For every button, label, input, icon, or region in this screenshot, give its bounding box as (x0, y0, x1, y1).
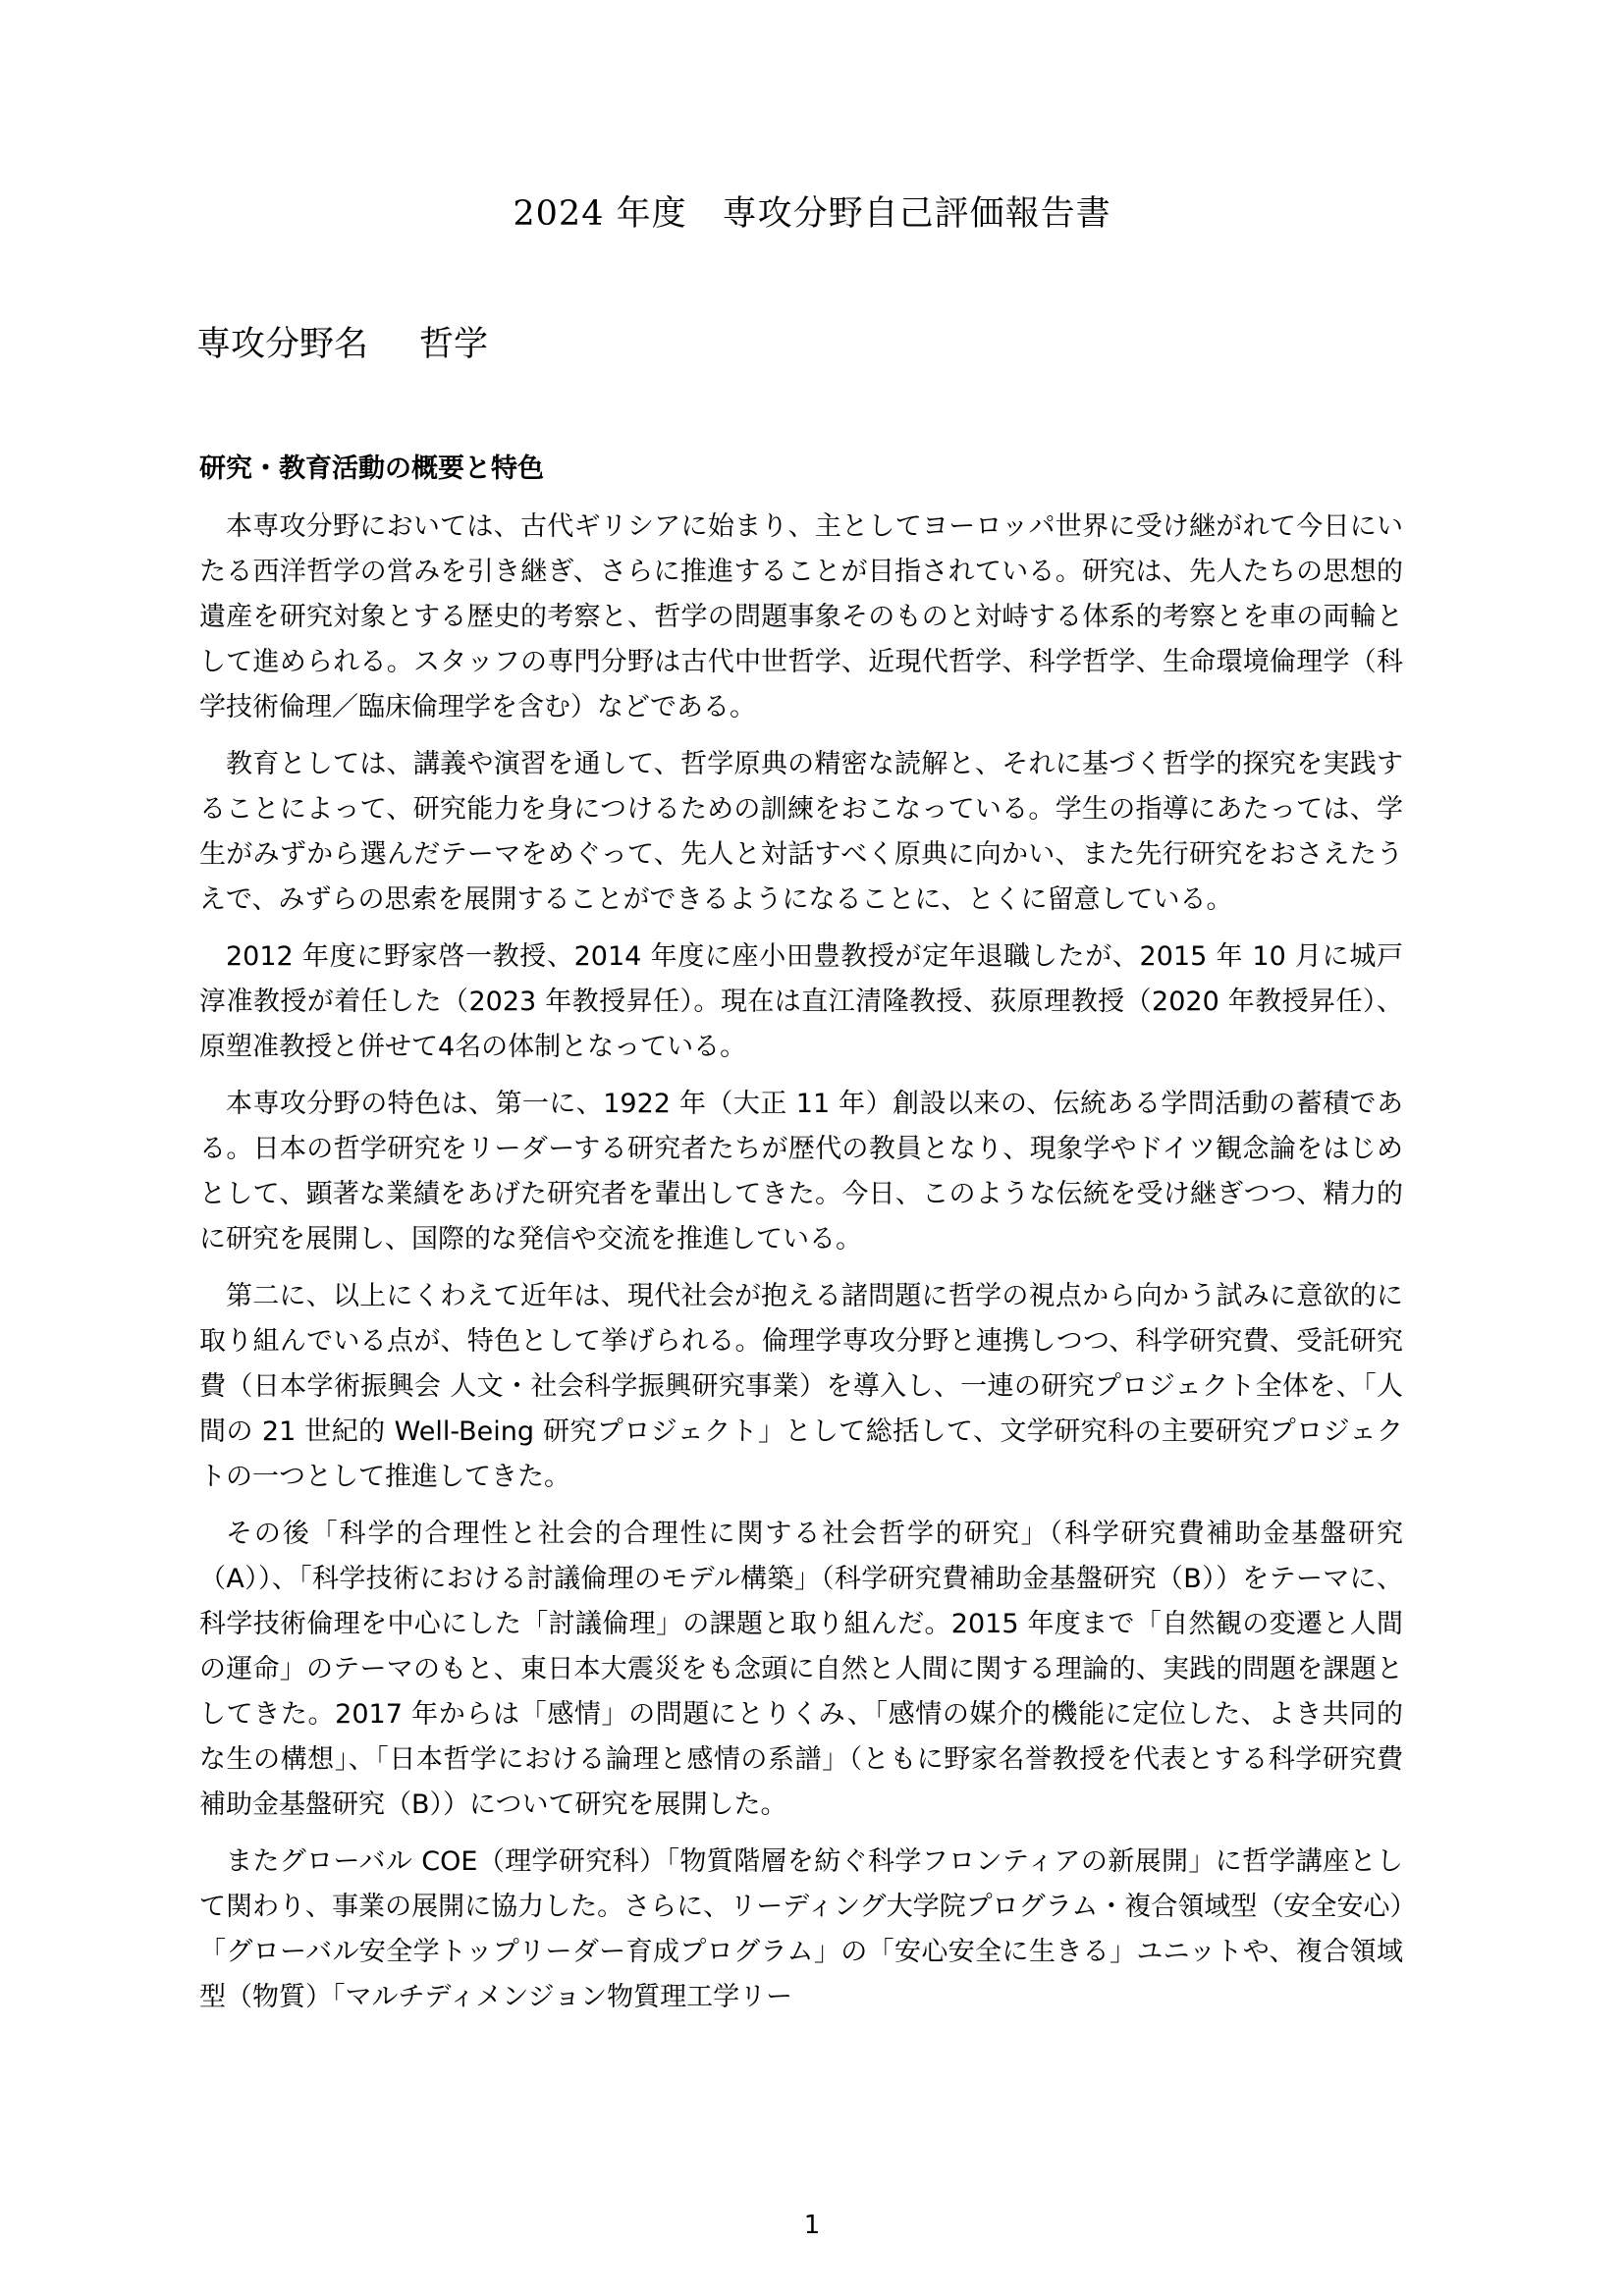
paragraph-4: 本専攻分野の特色は、第一に、1922 年（大正 11 年）創設以来の、伝統ある学問活動の蓄積である。日本の哲学研究をリーダーする研究者たちが歴代の教員となり、現象学やドイツ観念論をはじめとして、顕著な業績をあげた研究者を輩出してきた。今日、このような伝統を受け継ぎつつ、精力的に研究を展開し、国際的な発信や交流を推進している。 (199, 1089, 1403, 1255)
paragraph-1: 本専攻分野においては、古代ギリシアに始まり、主としてヨーロッパ世界に受け継がれて今日にいたる西洋哲学の営みを引き継ぎ、さらに推進することが目指されている。研究は、先人たちの思想的遺産を研究対象とする歴史的考察と、哲学の問題事象そのものと対峙する体系的考察とを車の両輪として進められる。スタッフの専門分野は古代中世哲学、近現代哲学、科学哲学、生命環境倫理学（科学技術倫理／臨床倫理学を含む）などである。 (199, 511, 1403, 722)
paragraph-2: 教育としては、講義や演習を通して、哲学原典の精密な読解と、それに基づく哲学的探究を実践することによって、研究能力を身につけるための訓練をおこなっている。学生の指導にあたっては、学生がみずから選んだテーマをめぐって、先人と対話すべく原典に向かい、また先行研究をおさえたうえで、みずらの思索を展開することができるようになることに、とくに留意している。 (199, 749, 1403, 915)
paragraph-7: またグローバル COE（理学研究科）「物質階層を紡ぐ科学フロンティアの新展開」に哲学講座として関わり、事業の展開に協力した。さらに、リーディング大学院プログラム・複合領域型（安全安心）「グローバル安全学トップリーダー育成プログラム」の「安心安全に生きる」ユニットや、複合領域型（物質）「マルチディメンジョン物質理工学リー (199, 1846, 1403, 2012)
field-name-label: 専攻分野名 (196, 325, 369, 364)
paragraph-5: 第二に、以上にくわえて近年は、現代社会が抱える諸問題に哲学の視点から向かう試みに意欲的に取り組んでいる点が、特色として挙げられる。倫理学専攻分野と連携しつつ、科学研究費、受託研究費（日本学術振興会 人文・社会科学振興研究事業）を導入し、一連の研究プロジェクト全体を、「人間の 21 世紀的 Well-Being 研究プロジェクト」として総括して、文学研究科の主要研究プロジェクトの一つとして推進してきた。 (199, 1281, 1403, 1492)
field-name-line (196, 317, 488, 366)
paragraph-6: その後「科学的合理性と社会的合理性に関する社会哲学的研究」（科学研究費補助金基盤研究（A））、「科学技術における討議倫理のモデル構築」（科学研究費補助金基盤研究（B））をテーマに、科学技術倫理を中心にした「討議倫理」の課題と取り組んだ。2015 年度まで「自然観の変遷と人間の運命」のテーマのもと、東日本大震災をも念頭に自然と人間に関する理論的、実践的問題を課題としてきた。2017 年からは「感情」の問題にとりくみ、「感情の媒介的機能に定位した、よき共同的な生の構想」、「日本哲学における論理と感情の系譜」（ともに野家名誉教授を代表とする科学研究費補助金基盤研究（B））について研究を展開した。 (199, 1519, 1403, 1820)
section-heading: 研究・教育活動の概要と特色 (199, 454, 544, 484)
page-number: 1 (803, 2211, 821, 2240)
body-text (199, 505, 1403, 2032)
paragraph-3: 2012 年度に野家啓一教授、2014 年度に座小田豊教授が定年退職したが、2015 年 10 月に城戸淳准教授が着任した（2023 年教授昇任）。現在は直江清隆教授、荻原理教授（2020 年教授昇任）、原塑准教授と併せて4名の体制となっている。 (199, 941, 1403, 1062)
page-title: 2024 年度 専攻分野自己評価報告書 (513, 194, 1111, 234)
field-name-value: 哲学 (419, 325, 489, 364)
